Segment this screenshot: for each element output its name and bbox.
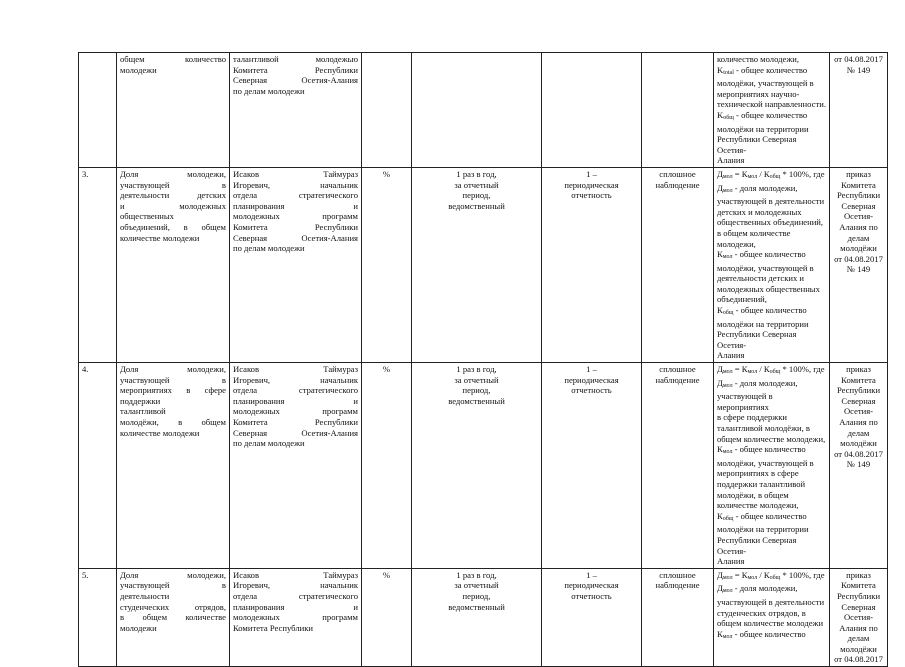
- periodicity-line: 1 раз в год,: [456, 364, 497, 375]
- calculation-formula-line: Кмол - общее количество: [717, 249, 806, 261]
- legal-basis-line: приказ Комитета: [841, 569, 876, 591]
- calculation-formula-line: Алания: [717, 350, 745, 361]
- table-row: [79, 53, 888, 168]
- periodicity-line: период,: [462, 190, 491, 201]
- calculation-formula-line: Республики Северная Осетия-: [717, 534, 797, 556]
- calculation-formula-line: молодежи,: [717, 238, 756, 249]
- calculation-formula-line: молодёжи, участвующей в: [717, 262, 814, 273]
- indicator-name-line: общественных: [120, 211, 174, 222]
- table-row: [79, 363, 888, 569]
- responsible-person-line: планирования и: [233, 200, 358, 211]
- calculation-formula-line: общем количестве молодежи: [717, 618, 824, 629]
- legal-basis-line: приказ Комитета: [841, 364, 876, 385]
- indicator-name-line: участвующей в: [120, 580, 226, 591]
- responsible-person-line: молодежных программ: [233, 612, 358, 623]
- responsible-person-line: отдела стратегического: [233, 590, 358, 601]
- row-number: [79, 363, 117, 569]
- calculation-formula-line: в сфере поддержки: [717, 412, 787, 423]
- responsible-person: [230, 167, 362, 362]
- legal-basis-line: от 04.08.2017: [834, 448, 883, 459]
- data-source: [542, 363, 642, 569]
- calculation-formula-line: участвующей в мероприятиях: [717, 391, 773, 412]
- data-source-line: 1 –: [586, 569, 597, 580]
- periodicity-line: 1 раз в год,: [456, 569, 497, 580]
- data-source-line: 1 –: [586, 364, 597, 375]
- calculation-formula: [714, 167, 830, 362]
- calculation-formula-line: Kобщ - общее количество: [717, 109, 808, 121]
- calculation-formula-line: талантливой молодёжи, в: [717, 423, 810, 433]
- indicator-name-line: Доля молодежи,: [120, 168, 226, 179]
- calculation-formula-line: технической направленности.: [717, 99, 826, 110]
- responsible-person-line: Игоревич, начальник: [233, 580, 358, 591]
- indicator-name-line: и молодежных: [120, 200, 226, 211]
- indicator-name-line: молодёжи, в общем: [120, 417, 226, 427]
- calculation-formula-line: молодёжи на территории: [717, 123, 809, 134]
- calculation-formula-line: Дмол - доля молодежи,: [717, 182, 798, 194]
- calculation-formula: [714, 363, 830, 569]
- periodicity-line: ведомственный: [448, 395, 505, 406]
- legal-basis: [830, 568, 888, 666]
- legal-basis: [830, 167, 888, 362]
- collection-method: [642, 167, 714, 362]
- calculation-formula: [714, 53, 830, 168]
- periodicity-line: ведомственный: [448, 200, 505, 211]
- indicators-table: [78, 52, 888, 667]
- indicator-name-line: объединений, в общем: [120, 221, 226, 232]
- data-source-line: 1 –: [586, 168, 597, 179]
- calculation-formula-line: общественных объединений,: [717, 217, 824, 228]
- indicator-name-line: Доля молодежи,: [120, 569, 226, 580]
- row-number: [79, 53, 117, 168]
- calculation-formula-line: Дмол - доля молодежи,: [717, 583, 798, 595]
- unit: [362, 363, 412, 569]
- legal-basis-line: Алания по делам: [839, 417, 878, 438]
- data-source-line: отчетность: [571, 190, 612, 201]
- calculation-formula-line: Кмол - общее количество: [717, 628, 806, 640]
- calculation-formula-line: Кобщ - общее количество: [717, 510, 807, 522]
- responsible-person-line: планирования и: [233, 601, 358, 612]
- row-number: [79, 568, 117, 666]
- periodicity: [412, 167, 542, 362]
- legal-basis-line: молодёжи: [840, 438, 877, 449]
- indicator-name-line: деятельности: [120, 590, 170, 601]
- periodicity-line: 1 раз в год,: [456, 168, 497, 179]
- indicator-name-line: мероприятиях в сфере: [120, 385, 226, 396]
- collection-method-line: наблюдение: [655, 374, 700, 385]
- responsible-person-line: Северная Осетия-Алания: [233, 232, 358, 243]
- calculation-formula-line: количество молодежи,: [717, 54, 800, 64]
- calculation-formula-line: Республики Северная Осетия-: [717, 329, 797, 350]
- indicator-name-line: молодежи: [120, 622, 157, 633]
- legal-basis-line: Северная Осетия-: [841, 200, 876, 222]
- legal-basis-line: от 04.08.2017: [834, 654, 883, 665]
- calculation-formula-line: Дмол = Кмол / Кобщ * 100%, где: [717, 364, 825, 376]
- calculation-formula-line: мероприятиях в сфере: [717, 468, 799, 479]
- responsible-person-line: Исаков Таймураз: [233, 569, 358, 580]
- data-source-line: периодическая: [564, 179, 619, 190]
- unit: [362, 568, 412, 666]
- calculation-formula-line: мероприятиях научно-: [717, 88, 800, 99]
- indicator-name: [117, 568, 230, 666]
- collection-method-line: сплошное: [659, 168, 696, 179]
- responsible-person-line: Исаков Таймураз: [233, 168, 358, 179]
- calculation-formula-line: деятельности детских и: [717, 273, 805, 284]
- responsible-person-line: по делам молодежи: [233, 243, 305, 254]
- calculation-formula-line: Кмол - общее количество: [717, 444, 806, 456]
- indicator-name-line: количестве молодежи: [120, 427, 200, 438]
- periodicity: [412, 363, 542, 569]
- legal-basis-line: № 149: [846, 264, 871, 275]
- row-number: [79, 167, 117, 362]
- responsible-person-line: Северная Осетия-Алания: [233, 427, 358, 438]
- periodicity-line: период,: [462, 385, 491, 396]
- table-row: [79, 568, 888, 666]
- unit-line: %: [382, 569, 391, 580]
- calculation-formula-line: участвующей в деятельности: [717, 596, 825, 607]
- unit: [362, 53, 412, 168]
- unit-line: %: [382, 364, 391, 375]
- collection-method: [642, 363, 714, 569]
- legal-basis-line: Республики: [836, 190, 881, 201]
- data-source-line: периодическая: [564, 580, 619, 591]
- collection-method: [642, 53, 714, 168]
- indicator-name-line: поддержки: [120, 395, 161, 406]
- collection-method-line: наблюдение: [655, 179, 700, 190]
- indicator-name-line: в общем количестве: [120, 612, 226, 623]
- periodicity: [412, 568, 542, 666]
- indicator-name: [117, 53, 230, 168]
- responsible-person-line: молодежных программ: [233, 406, 358, 417]
- legal-basis-line: № 149: [846, 459, 871, 470]
- responsible-person: [230, 53, 362, 168]
- data-source: [542, 167, 642, 362]
- responsible-person-line: Северная Осетия-Алания: [233, 75, 358, 86]
- calculation-formula: [714, 568, 830, 666]
- legal-basis-line: молодёжи: [840, 643, 877, 654]
- indicator-name-line: общем количество: [120, 54, 226, 64]
- periodicity-line: период,: [462, 590, 491, 601]
- calculation-formula-line: количестве молодежи,: [717, 500, 799, 511]
- responsible-person-line: планирования и: [233, 395, 358, 406]
- calculation-formula-line: молодёжи на территории: [717, 524, 809, 535]
- responsible-person-line: Игоревич, начальник: [233, 179, 358, 190]
- legal-basis-line: № 149: [846, 64, 871, 75]
- periodicity: [412, 53, 542, 168]
- data-source-line: отчетность: [571, 385, 612, 396]
- indicator-name-line: студенческих отрядов,: [120, 601, 226, 612]
- calculation-formula-line: Алания: [717, 155, 745, 166]
- legal-basis-line: молодёжи: [840, 243, 877, 254]
- collection-method: [642, 568, 714, 666]
- periodicity-line: за отчетный: [454, 374, 499, 385]
- indicator-name-line: количестве молодежи: [120, 232, 200, 243]
- unit-line: %: [382, 168, 391, 179]
- collection-method-line: наблюдение: [655, 580, 700, 591]
- responsible-person-line: отдела стратегического: [233, 385, 358, 396]
- indicator-name-line: участвующей в: [120, 374, 226, 385]
- legal-basis-line: приказ Комитета: [841, 168, 876, 190]
- calculation-formula-line: Республики Северная Осетия-: [717, 134, 797, 155]
- legal-basis-line: Северная Осетия-: [841, 601, 876, 623]
- periodicity-line: за отчетный: [454, 580, 499, 591]
- responsible-person-line: Исаков Таймураз: [233, 364, 358, 375]
- calculation-formula-line: молодёжи, в общем: [717, 489, 789, 500]
- calculation-formula-line: молодежных общественных: [717, 283, 820, 294]
- calculation-formula-line: Алания: [717, 556, 745, 567]
- legal-basis-line: от 04.08.2017: [834, 253, 883, 264]
- data-source: [542, 53, 642, 168]
- calculation-formula-line: студенческих отрядов, в: [717, 607, 806, 618]
- calculation-formula-line: в общем количестве: [717, 227, 791, 238]
- calculation-formula-line: общем количестве молодежи,: [717, 433, 826, 444]
- legal-basis: [830, 363, 888, 569]
- calculation-formula-line: Кобщ - общее количество: [717, 305, 807, 317]
- data-source-line: отчетность: [571, 590, 612, 601]
- calculation-formula-line: Дмол = Кмол / Кобщ * 100%, где: [717, 569, 825, 581]
- legal-basis-line: от 04.08.2017: [834, 54, 883, 64]
- calculation-formula-line: молодёжи, участвующей в: [717, 457, 814, 468]
- calculation-formula-line: детских и молодежных: [717, 206, 802, 217]
- calculation-formula-line: Ktotal - общее количество: [717, 64, 808, 76]
- calculation-formula-line: объединений,: [717, 294, 767, 305]
- calculation-formula-line: поддержки талантливой: [717, 478, 806, 489]
- legal-basis-line: Северная Осетия-: [841, 395, 876, 417]
- row-number-line: 4.: [82, 364, 89, 375]
- legal-basis-line: Алания по делам: [839, 622, 878, 644]
- indicator-name: [117, 363, 230, 569]
- responsible-person: [230, 568, 362, 666]
- responsible-person: [230, 363, 362, 569]
- indicator-name-line: молодежи: [120, 64, 157, 75]
- calculation-formula-line: Дмол - доля молодежи,: [717, 377, 798, 389]
- row-number-line: 5.: [82, 569, 89, 580]
- indicator-name: [117, 167, 230, 362]
- calculation-formula-line: Дмол = Кмол / Кобщ * 100%, где: [717, 168, 825, 180]
- legal-basis-line: Республики: [836, 385, 881, 396]
- indicator-name-line: Доля молодежи,: [120, 364, 226, 375]
- document-page: [78, 52, 883, 665]
- responsible-person-line: Комитета Республики: [233, 64, 358, 75]
- legal-basis-line: Республики: [836, 590, 881, 601]
- indicator-name-line: деятельности детских: [120, 190, 226, 201]
- row-number-line: 3.: [82, 168, 89, 179]
- responsible-person-line: Игоревич, начальник: [233, 374, 358, 385]
- responsible-person-line: по делам молодежи: [233, 85, 305, 96]
- unit: [362, 167, 412, 362]
- legal-basis-line: Алания по делам: [839, 221, 878, 243]
- data-source-line: периодическая: [564, 374, 619, 385]
- periodicity-line: за отчетный: [454, 179, 499, 190]
- indicator-name-line: талантливой: [120, 406, 166, 417]
- collection-method-line: сплошное: [659, 569, 696, 580]
- table-row: [79, 167, 888, 362]
- calculation-formula-line: участвующей в деятельности: [717, 196, 825, 207]
- responsible-person-line: Комитета Республики: [233, 221, 358, 232]
- data-source: [542, 568, 642, 666]
- calculation-formula-line: молодёжи, участвующей в: [717, 78, 814, 89]
- responsible-person-line: молодежных программ: [233, 211, 358, 222]
- legal-basis: [830, 53, 888, 168]
- responsible-person-line: талантливой молодежью: [233, 54, 358, 64]
- periodicity-line: ведомственный: [448, 601, 505, 612]
- responsible-person-line: по делам молодежи: [233, 438, 305, 449]
- responsible-person-line: отдела стратегического: [233, 190, 358, 201]
- responsible-person-line: Комитета Республики: [233, 622, 313, 633]
- indicator-name-line: участвующей в: [120, 179, 226, 190]
- collection-method-line: сплошное: [659, 364, 696, 375]
- responsible-person-line: Комитета Республики: [233, 417, 358, 427]
- calculation-formula-line: молодёжи на территории: [717, 318, 809, 329]
